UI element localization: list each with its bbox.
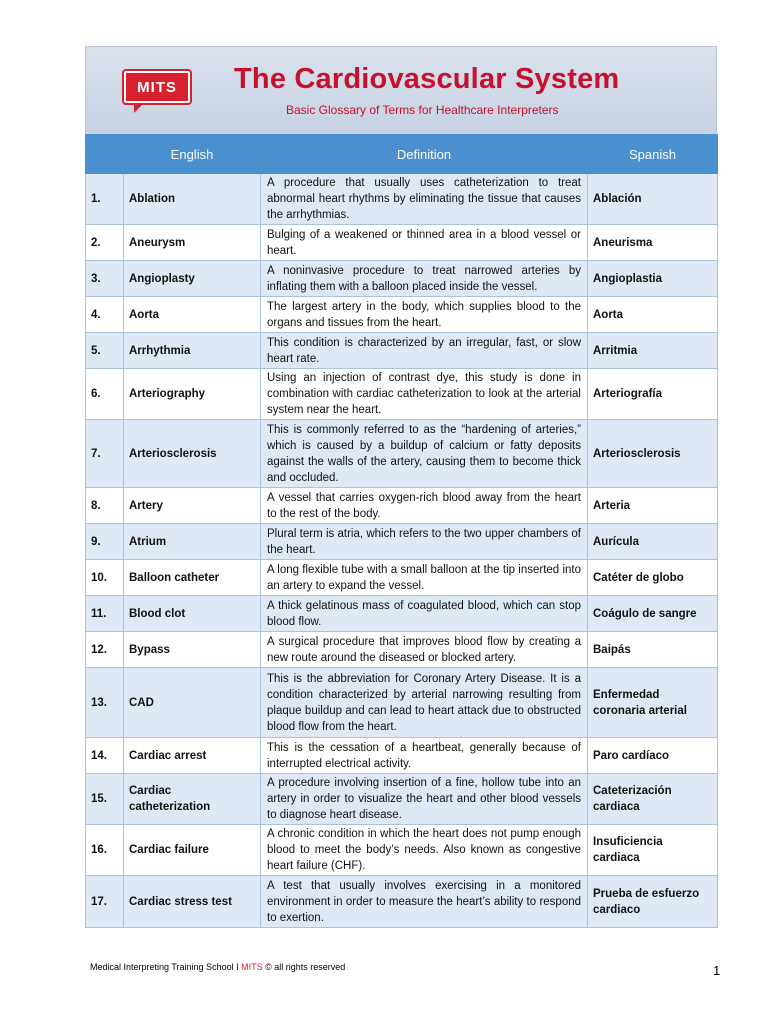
footer-copyright bbox=[90, 962, 345, 972]
table-row bbox=[86, 774, 718, 825]
page-title: The Cardiovascular System bbox=[234, 63, 620, 95]
row-definition: The largest artery in the body, which supplies blood to the organs and tissues from the heart. bbox=[261, 297, 588, 333]
row-english-term: Artery bbox=[124, 488, 261, 524]
table-row bbox=[86, 369, 718, 420]
row-spanish-term: Aneurisma bbox=[588, 225, 718, 261]
row-definition: Bulging of a weakened or thinned area in a blood vessel or heart. bbox=[261, 225, 588, 261]
row-english-term: Bypass bbox=[124, 632, 261, 668]
row-spanish-term: Angioplastia bbox=[588, 261, 718, 297]
row-english-term: Cardiac stress test bbox=[124, 876, 261, 928]
row-definition: This is the abbreviation for Coronary Artery Disease. It is a condition characterized by arterial narrowing resulting from plaque buildup and can lead to heart attack due to obstructed blood flow from the heart. bbox=[261, 668, 588, 738]
row-english-term: Ablation bbox=[124, 174, 261, 225]
row-spanish-term: Arritmia bbox=[588, 333, 718, 369]
row-definition: A thick gelatinous mass of coagulated blood, which can stop blood flow. bbox=[261, 596, 588, 632]
glossary-header bbox=[85, 46, 717, 134]
footer-mits: MITS bbox=[241, 962, 263, 972]
table-row bbox=[86, 333, 718, 369]
row-english-term: Cardiac failure bbox=[124, 825, 261, 876]
row-spanish-term: Arteria bbox=[588, 488, 718, 524]
row-definition: A noninvasive procedure to treat narrowed arteries by inflating them with a balloon placed inside the vessel. bbox=[261, 261, 588, 297]
row-number: 12. bbox=[86, 632, 124, 668]
row-definition: A chronic condition in which the heart does not pump enough blood to meet the body’s needs. Also known as congestive heart failure (CHF). bbox=[261, 825, 588, 876]
row-english-term: Blood clot bbox=[124, 596, 261, 632]
row-spanish-term: Aorta bbox=[588, 297, 718, 333]
glossary-table bbox=[85, 134, 718, 928]
row-spanish-term: Coágulo de sangre bbox=[588, 596, 718, 632]
row-number: 4. bbox=[86, 297, 124, 333]
row-number: 15. bbox=[86, 774, 124, 825]
table-row bbox=[86, 738, 718, 774]
row-spanish-term: Baipás bbox=[588, 632, 718, 668]
table-row bbox=[86, 596, 718, 632]
row-definition: Plural term is atria, which refers to the two upper chambers of the heart. bbox=[261, 524, 588, 560]
row-number: 9. bbox=[86, 524, 124, 560]
table-row bbox=[86, 297, 718, 333]
row-number: 13. bbox=[86, 668, 124, 738]
row-number: 3. bbox=[86, 261, 124, 297]
row-number: 11. bbox=[86, 596, 124, 632]
table-row bbox=[86, 632, 718, 668]
row-english-term: Arteriography bbox=[124, 369, 261, 420]
row-definition: A surgical procedure that improves blood flow by creating a new route around the diseased or blocked artery. bbox=[261, 632, 588, 668]
row-number: 17. bbox=[86, 876, 124, 928]
row-english-term: Cardiac arrest bbox=[124, 738, 261, 774]
row-english-term: Aorta bbox=[124, 297, 261, 333]
row-number: 16. bbox=[86, 825, 124, 876]
mits-logo: MITS bbox=[124, 71, 190, 103]
row-spanish-term: Arteriosclerosis bbox=[588, 420, 718, 488]
table-row bbox=[86, 524, 718, 560]
row-definition: A procedure that usually uses catheterization to treat abnormal heart rhythms by eliminating the tissue that causes the arrhythmias. bbox=[261, 174, 588, 225]
header-definition: Definition bbox=[261, 135, 588, 174]
table-row bbox=[86, 560, 718, 596]
table-row bbox=[86, 825, 718, 876]
row-definition: A test that usually involves exercising in a monitored environment in order to measure the heart’s ability to respond to exertion. bbox=[261, 876, 588, 928]
footer-text-before: Medical Interpreting Training School I bbox=[90, 962, 242, 972]
row-english-term: Angioplasty bbox=[124, 261, 261, 297]
table-row bbox=[86, 261, 718, 297]
row-spanish-term: Paro cardíaco bbox=[588, 738, 718, 774]
row-number: 7. bbox=[86, 420, 124, 488]
row-definition: Using an injection of contrast dye, this study is done in combination with cardiac catheterization to look at the arterial system near the heart. bbox=[261, 369, 588, 420]
table-row bbox=[86, 488, 718, 524]
row-english-term: CAD bbox=[124, 668, 261, 738]
header-english: English bbox=[124, 135, 261, 174]
row-spanish-term: Cateterización cardiaca bbox=[588, 774, 718, 825]
row-number: 2. bbox=[86, 225, 124, 261]
row-definition: This is commonly referred to as the “hardening of arteries,” which is caused by a buildup of calcium or fatty deposits against the walls of the artery, causing them to become thick and occluded. bbox=[261, 420, 588, 488]
row-number: 14. bbox=[86, 738, 124, 774]
row-spanish-term: Catéter de globo bbox=[588, 560, 718, 596]
row-english-term: Arteriosclerosis bbox=[124, 420, 261, 488]
row-spanish-term: Insuficiencia cardiaca bbox=[588, 825, 718, 876]
row-definition: This is the cessation of a heartbeat, generally because of interrupted electrical activity. bbox=[261, 738, 588, 774]
row-number: 6. bbox=[86, 369, 124, 420]
table-row bbox=[86, 420, 718, 488]
table-header-row bbox=[86, 135, 718, 174]
row-spanish-term: Prueba de esfuerzo cardiaco bbox=[588, 876, 718, 928]
row-definition: This condition is characterized by an irregular, fast, or slow heart rate. bbox=[261, 333, 588, 369]
row-number: 8. bbox=[86, 488, 124, 524]
row-spanish-term: Enfermedad coronaria arterial bbox=[588, 668, 718, 738]
header-spanish: Spanish bbox=[588, 135, 718, 174]
row-spanish-term: Aurícula bbox=[588, 524, 718, 560]
table-row bbox=[86, 174, 718, 225]
table-row bbox=[86, 876, 718, 928]
page-subtitle: Basic Glossary of Terms for Healthcare Interpreters bbox=[286, 103, 559, 117]
row-number: 1. bbox=[86, 174, 124, 225]
row-english-term: Arrhythmia bbox=[124, 333, 261, 369]
row-number: 5. bbox=[86, 333, 124, 369]
row-definition: A procedure involving insertion of a fine, hollow tube into an artery in order to visualize the heart and other blood vessels to diagnose heart disease. bbox=[261, 774, 588, 825]
footer-text-after: © all rights reserved bbox=[262, 962, 346, 972]
row-spanish-term: Ablación bbox=[588, 174, 718, 225]
row-english-term: Balloon catheter bbox=[124, 560, 261, 596]
row-spanish-term: Arteriografía bbox=[588, 369, 718, 420]
row-english-term: Cardiac catheterization bbox=[124, 774, 261, 825]
logo-speech-tail bbox=[134, 105, 142, 113]
row-definition: A vessel that carries oxygen-rich blood away from the heart to the rest of the body. bbox=[261, 488, 588, 524]
table-row bbox=[86, 225, 718, 261]
header-number bbox=[86, 135, 124, 174]
row-english-term: Atrium bbox=[124, 524, 261, 560]
row-number: 10. bbox=[86, 560, 124, 596]
row-definition: A long flexible tube with a small balloon at the tip inserted into an artery to expand the vessel. bbox=[261, 560, 588, 596]
table-row bbox=[86, 668, 718, 738]
page-number: 1 bbox=[713, 963, 721, 978]
row-english-term: Aneurysm bbox=[124, 225, 261, 261]
glossary-sheet bbox=[85, 46, 717, 928]
